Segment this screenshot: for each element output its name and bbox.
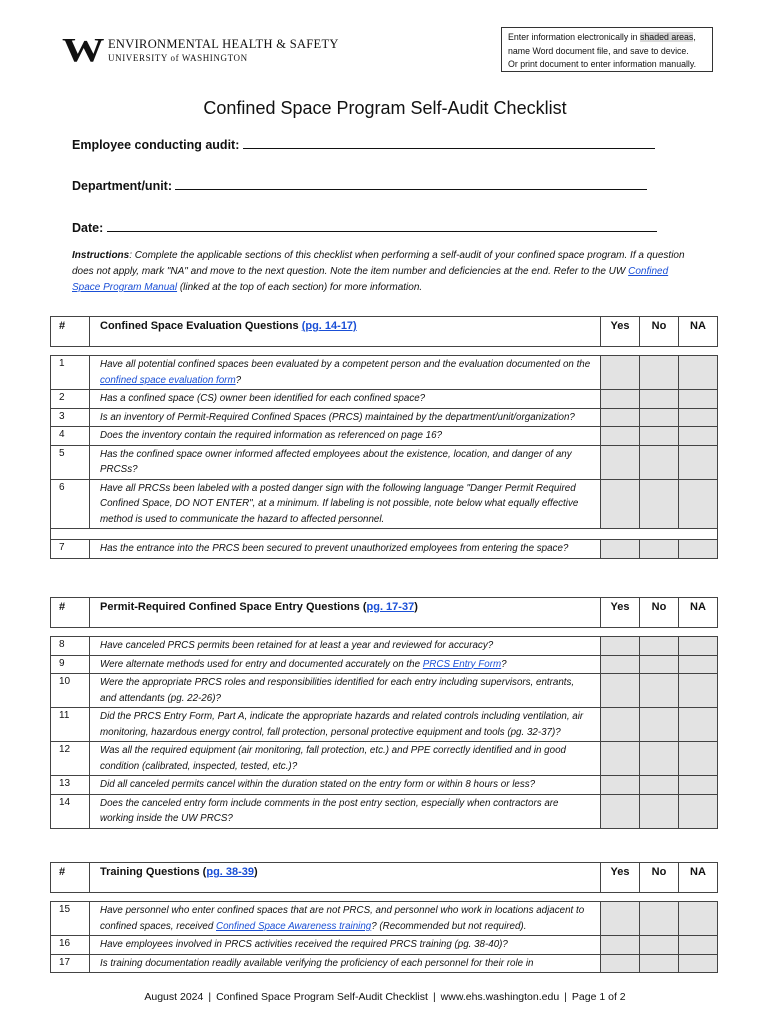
col-no-header: No	[640, 598, 679, 628]
table-row	[51, 479, 718, 529]
logo-line-1: ENVIRONMENTAL HEALTH & SAFETY	[108, 37, 339, 51]
question-link[interactable]: PRCS Entry Form	[422, 658, 502, 670]
question-text: Did all canceled permits cancel within the duration stated on the entry form or within 8 hours or less?	[90, 776, 601, 795]
yes-answer-cell[interactable]	[601, 794, 640, 828]
question-text: Is training documentation readily available verifying the proficiency of each personnel for their role in	[90, 954, 601, 973]
na-answer-cell[interactable]	[679, 479, 718, 529]
question-text: Have canceled PRCS permits been retained for at least a year and reviewed for accuracy?	[90, 637, 601, 656]
item-number: 7	[51, 540, 90, 559]
na-answer-cell[interactable]	[679, 674, 718, 708]
question-text: Have all potential confined spaces been evaluated by a competent person and the evaluation documented on the confined space evaluation form?	[90, 356, 601, 390]
table-row	[51, 794, 718, 828]
table-row	[51, 390, 718, 409]
col-num-header: #	[51, 863, 90, 893]
item-number: 16	[51, 936, 90, 955]
table-header-row	[51, 598, 718, 628]
item-number: 8	[51, 637, 90, 656]
question-text: Has the confined space owner informed affected employees about the existence, location, and danger of any PRCSs?	[90, 445, 601, 479]
department-input-line[interactable]	[175, 179, 647, 190]
question-text: Is an inventory of Permit-Required Confined Spaces (PRCS) maintained by the department/unit/organization?	[90, 408, 601, 427]
col-na-header: NA	[679, 317, 718, 347]
question-text: Have employees involved in PRCS activities received the required PRCS training (pg. 38-40)?	[90, 936, 601, 955]
item-number: 2	[51, 390, 90, 409]
date-field[interactable]: Date:	[72, 221, 657, 235]
col-yes-header: Yes	[601, 317, 640, 347]
question-text: Were the appropriate PRCS roles and responsibilities identified for each entry including supervisors, entrants, and attendants (pg. 22-26)?	[90, 674, 601, 708]
question-link[interactable]: confined space evaluation form	[100, 374, 236, 386]
item-number: 5	[51, 445, 90, 479]
na-answer-cell[interactable]	[679, 445, 718, 479]
col-yes-header: Yes	[601, 863, 640, 893]
no-answer-cell[interactable]	[640, 776, 679, 795]
item-number: 14	[51, 794, 90, 828]
section-page-link[interactable]: (pg. 14-17)	[301, 320, 357, 332]
na-answer-cell[interactable]	[679, 936, 718, 955]
table-row	[51, 655, 718, 674]
uw-w-logo-mark: W	[62, 32, 105, 69]
question-link[interactable]: Confined Space Awareness training	[216, 920, 372, 932]
department-field[interactable]: Department/unit:	[72, 179, 647, 193]
yes-answer-cell[interactable]	[601, 427, 640, 446]
table-row	[51, 445, 718, 479]
na-answer-cell[interactable]	[679, 637, 718, 656]
item-number: 11	[51, 708, 90, 742]
yes-answer-cell[interactable]	[601, 776, 640, 795]
yes-answer-cell[interactable]	[601, 540, 640, 559]
table-header-row	[51, 317, 718, 347]
item-number: 12	[51, 742, 90, 776]
table-row	[51, 936, 718, 955]
na-answer-cell[interactable]	[679, 390, 718, 409]
yes-answer-cell[interactable]	[601, 637, 640, 656]
checklist-table-1	[50, 316, 718, 559]
no-answer-cell[interactable]	[640, 637, 679, 656]
checklist-table-3	[50, 862, 718, 973]
no-answer-cell[interactable]	[640, 954, 679, 973]
question-text: Was all the required equipment (air monitoring, fall protection, etc.) and PPE correctly identified and in good condition (calibrated, inspected, tested, etc.)?	[90, 742, 601, 776]
col-no-header: No	[640, 317, 679, 347]
section-page-link[interactable]: pg. 38-39	[206, 866, 255, 878]
yes-answer-cell[interactable]	[601, 390, 640, 409]
col-no-header: No	[640, 863, 679, 893]
table-header-row	[51, 863, 718, 893]
table-row	[51, 776, 718, 795]
table-row	[51, 408, 718, 427]
question-text: Have all PRCSs been labeled with a posted danger sign with the following language "Danger Permit Required Confined Space, DO NOT ENTER", at a minimum. If labeling is not possible, note below what equally effective method is used to communicate the hazard to affected personnel.	[90, 479, 601, 529]
table-row	[51, 427, 718, 446]
col-num-header: #	[51, 317, 90, 347]
section-title: Training Questions (pg. 38-39)	[90, 863, 601, 893]
section-title: Confined Space Evaluation Questions (pg. 14-17)	[90, 317, 601, 347]
na-answer-cell[interactable]	[679, 427, 718, 446]
instructions: Instructions: Complete the applicable sections of this checklist when performing a self-audit of your confined space program. If a question does not apply, mark "NA" and move to the next question. Note the item number and deficiencies at the end. Refer to the UW Confined Space Program Manual (linked at the top of each section) for more information.	[72, 250, 685, 293]
yes-answer-cell[interactable]	[601, 479, 640, 529]
section-page-link[interactable]: pg. 17-37	[366, 601, 415, 613]
table-row	[51, 674, 718, 708]
no-answer-cell[interactable]	[640, 708, 679, 742]
yes-answer-cell[interactable]	[601, 708, 640, 742]
question-text: Were alternate methods used for entry and documented accurately on the PRCS Entry Form?	[90, 655, 601, 674]
yes-answer-cell[interactable]	[601, 742, 640, 776]
na-answer-cell[interactable]	[679, 954, 718, 973]
no-answer-cell[interactable]	[640, 655, 679, 674]
table-row	[51, 708, 718, 742]
table-row	[51, 637, 718, 656]
item-number: 1	[51, 356, 90, 390]
col-num-header: #	[51, 598, 90, 628]
entry-notice-box: Enter information electronically in shaded areas, name Word document file, and save to device. Or print document to enter information manually.	[501, 27, 713, 72]
no-answer-cell[interactable]	[640, 479, 679, 529]
no-answer-cell[interactable]	[640, 936, 679, 955]
no-answer-cell[interactable]	[640, 408, 679, 427]
table-row	[51, 356, 718, 390]
na-answer-cell[interactable]	[679, 742, 718, 776]
yes-answer-cell[interactable]	[601, 445, 640, 479]
employee-input-line[interactable]	[243, 138, 655, 149]
item-number: 4	[51, 427, 90, 446]
shaded-areas-highlight: shaded areas	[640, 32, 694, 42]
na-answer-cell[interactable]	[679, 794, 718, 828]
item-number: 9	[51, 655, 90, 674]
table-row	[51, 902, 718, 936]
na-answer-cell[interactable]	[679, 902, 718, 936]
item-number: 13	[51, 776, 90, 795]
no-answer-cell[interactable]	[640, 427, 679, 446]
col-yes-header: Yes	[601, 598, 640, 628]
table-row	[51, 742, 718, 776]
na-answer-cell[interactable]	[679, 356, 718, 390]
na-answer-cell[interactable]	[679, 776, 718, 795]
employee-field[interactable]: Employee conducting audit:	[72, 138, 655, 152]
na-answer-cell[interactable]	[679, 708, 718, 742]
item-number: 15	[51, 902, 90, 936]
yes-answer-cell[interactable]	[601, 902, 640, 936]
program-manual-link[interactable]: Confined Space Program Manual	[72, 266, 669, 293]
yes-answer-cell[interactable]	[601, 356, 640, 390]
table-row	[51, 954, 718, 973]
no-answer-cell[interactable]	[640, 540, 679, 559]
question-text: Has the entrance into the PRCS been secured to prevent unauthorized employees from entering the space?	[90, 540, 601, 559]
no-answer-cell[interactable]	[640, 902, 679, 936]
yes-answer-cell[interactable]	[601, 408, 640, 427]
question-text: Does the inventory contain the required information as referenced on page 16?	[90, 427, 601, 446]
page-title: Confined Space Program Self-Audit Checklist	[203, 98, 567, 118]
question-text: Does the canceled entry form include comments in the post entry section, especially when contractors are working inside the UW PRCS?	[90, 794, 601, 828]
na-answer-cell[interactable]	[679, 408, 718, 427]
uw-ehs-logo	[62, 32, 339, 69]
col-na-header: NA	[679, 598, 718, 628]
question-text: Has a confined space (CS) owner been identified for each confined space?	[90, 390, 601, 409]
table-row	[51, 540, 718, 559]
item-number: 6	[51, 479, 90, 529]
yes-answer-cell[interactable]	[601, 954, 640, 973]
question-text: Have personnel who enter confined spaces that are not PRCS, and personnel who work in locations adjacent to confined spaces, received Confined Space Awareness training? (Recommended but not required).	[90, 902, 601, 936]
no-answer-cell[interactable]	[640, 794, 679, 828]
col-na-header: NA	[679, 863, 718, 893]
no-answer-cell[interactable]	[640, 742, 679, 776]
no-answer-cell[interactable]	[640, 445, 679, 479]
no-answer-cell[interactable]	[640, 674, 679, 708]
question-text: Did the PRCS Entry Form, Part A, indicate the appropriate hazards and related controls including ventilation, air monitoring, hazardous energy control, fall protection, personal protective equipment and tools (pg. 32-37)?	[90, 708, 601, 742]
na-answer-cell[interactable]	[679, 540, 718, 559]
checklist-table-2	[50, 597, 718, 829]
item-number: 17	[51, 954, 90, 973]
no-answer-cell[interactable]	[640, 356, 679, 390]
date-input-line[interactable]	[107, 221, 657, 232]
na-answer-cell[interactable]	[679, 655, 718, 674]
item-number: 3	[51, 408, 90, 427]
page-footer: August 2024 | Confined Space Program Self-Audit Checklist | www.ehs.washington.edu | Page 1 of 2	[144, 991, 626, 1003]
item-number: 10	[51, 674, 90, 708]
logo-line-2: UNIVERSITY of WASHINGTON	[108, 53, 248, 63]
yes-answer-cell[interactable]	[601, 936, 640, 955]
yes-answer-cell[interactable]	[601, 655, 640, 674]
yes-answer-cell[interactable]	[601, 674, 640, 708]
section-title: Permit-Required Confined Space Entry Questions (pg. 17-37)	[90, 598, 601, 628]
no-answer-cell[interactable]	[640, 390, 679, 409]
